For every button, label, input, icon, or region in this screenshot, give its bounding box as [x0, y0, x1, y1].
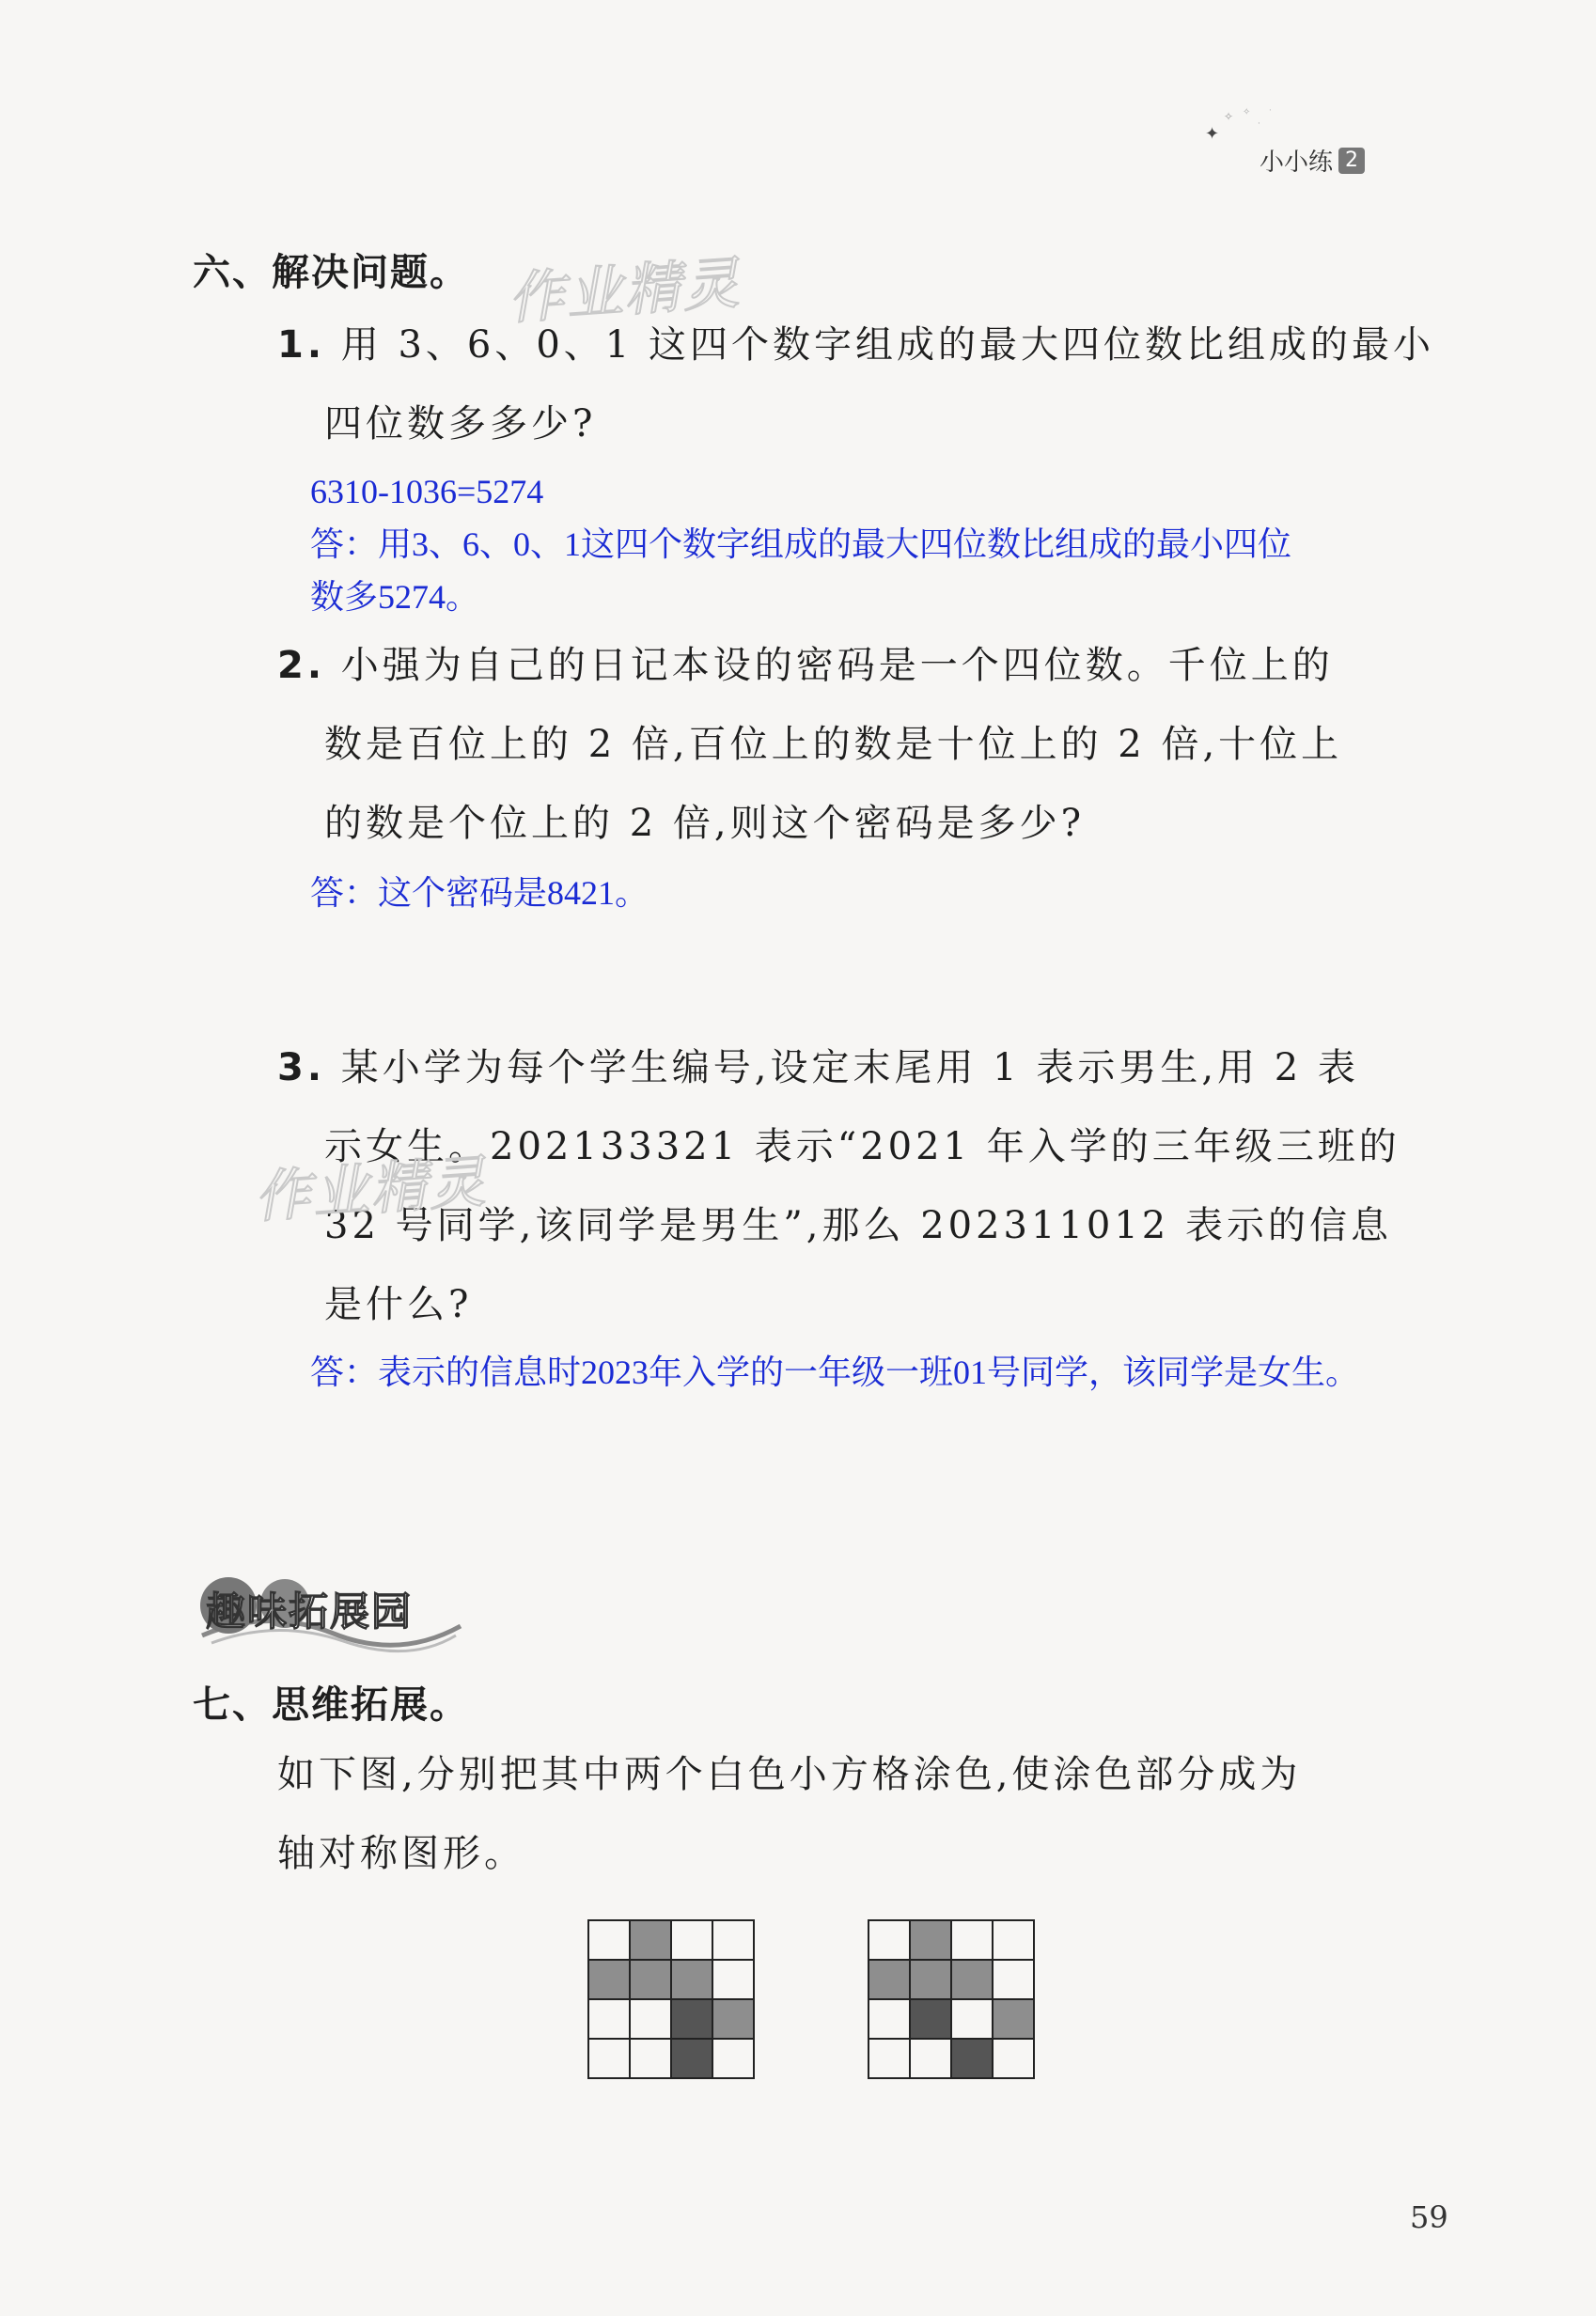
grid-row: [868, 1999, 1034, 2039]
grid-cell-shaded[interactable]: [993, 1999, 1034, 2039]
watermark: 作业精灵: [506, 250, 743, 333]
question-text: 是什么?: [324, 1283, 473, 1326]
grid-cell-white[interactable]: [671, 1920, 712, 1960]
grid-cell-white[interactable]: [993, 1960, 1034, 1999]
grid-cell-white[interactable]: [712, 1960, 754, 1999]
svg-text:✦: ✦: [1205, 124, 1220, 144]
answer-text: 答：表示的信息时2023年入学的一年级一班01号同学，该同学是女生。: [310, 1354, 1360, 1391]
section6-title: 六、解决问题。: [193, 251, 469, 294]
grid-cell-white[interactable]: [712, 1920, 754, 1960]
grid-row: [588, 1920, 754, 1960]
grid-cell-shaded[interactable]: [868, 1960, 910, 1999]
header-tag: [1260, 143, 1365, 178]
grid-cell-shaded[interactable]: [910, 1960, 951, 1999]
answer-text: 答：用3、6、0、1这四个数字组成的最大四位数比组成的最小四位: [310, 525, 1292, 563]
question-text: 的数是个位上的 2 倍,则这个密码是多少?: [324, 802, 1086, 845]
grid-cell-white[interactable]: [993, 2039, 1034, 2078]
svg-text:✧: ✧: [1224, 110, 1234, 123]
question-number: 1.: [277, 323, 326, 367]
question-text: 数是百位上的 2 倍,百位上的数是十位上的 2 倍,十位上: [324, 723, 1343, 766]
grid-cell-shaded[interactable]: [910, 1920, 951, 1960]
svg-text:·: ·: [1269, 106, 1272, 116]
answer-1: [310, 465, 1513, 623]
answer-calc: 6310-1036=5274: [310, 473, 544, 510]
grid-cell-white[interactable]: [951, 1999, 993, 2039]
grid-cell-white[interactable]: [630, 2039, 671, 2078]
section7-title: 七、思维拓展。: [193, 1683, 469, 1727]
grid-cell-white[interactable]: [993, 1920, 1034, 1960]
grid-cell-dark[interactable]: [671, 2039, 712, 2078]
symmetry-grid-1[interactable]: [587, 1919, 755, 2079]
question-text: 四位数多多少?: [324, 402, 597, 446]
grid-row: [868, 1920, 1034, 1960]
svg-text:·: ·: [1258, 119, 1260, 129]
grid-cell-white[interactable]: [712, 2039, 754, 2078]
grid-cell-white[interactable]: [588, 1999, 630, 2039]
question-text: 某小学为每个学生编号,设定末尾用 1 表示男生,用 2 表: [340, 1046, 1359, 1089]
grid-cell-white[interactable]: [630, 1999, 671, 2039]
grid-cell-white[interactable]: [588, 1920, 630, 1960]
question-text: 示女生。202133321 表示“2021 年入学的三年级三班的: [324, 1125, 1400, 1168]
fun-expansion-logo: [193, 1560, 465, 1658]
grid-row: [588, 1960, 754, 1999]
grid-cell-dark[interactable]: [951, 2039, 993, 2078]
grid-row: [868, 2039, 1034, 2078]
grid-cell-white[interactable]: [868, 2039, 910, 2078]
grid-cell-dark[interactable]: [910, 1999, 951, 2039]
header-badge: 2: [1338, 148, 1365, 174]
fun-logo-text: 趣味拓展园: [206, 1588, 414, 1635]
grid-cell-white[interactable]: [910, 2039, 951, 2078]
question-text: 小强为自己的日记本设的密码是一个四位数。千位上的: [340, 644, 1334, 687]
grid-row: [588, 2039, 754, 2078]
grid-cell-shaded[interactable]: [630, 1960, 671, 1999]
grid-cell-shaded[interactable]: [588, 1960, 630, 1999]
grid-cell-white[interactable]: [868, 1920, 910, 1960]
answer-text: 答：这个密码是8421。: [310, 874, 649, 912]
grid-cell-dark[interactable]: [671, 1999, 712, 2039]
grid-cell-white[interactable]: [951, 1920, 993, 1960]
page-number: 59: [1410, 2199, 1448, 2235]
grid-row: [868, 1960, 1034, 1999]
grid-row: [588, 1999, 754, 2039]
question-text: 用 3、6、0、1 这四个数字组成的最大四位数比组成的最小: [340, 323, 1434, 367]
symmetry-grid-2[interactable]: [868, 1919, 1035, 2079]
grid-cell-shaded[interactable]: [712, 1999, 754, 2039]
question-number: 2.: [277, 644, 326, 687]
watermark: 作业精灵: [252, 1149, 490, 1231]
stars-decoration-icon: [1203, 102, 1288, 149]
answer-3: [310, 1346, 1532, 1399]
grid-cell-shaded[interactable]: [630, 1920, 671, 1960]
grid-cell-white[interactable]: [588, 2039, 630, 2078]
answer-text: 数多5274。: [310, 578, 480, 616]
prompt-text: 轴对称图形。: [277, 1832, 525, 1875]
header-label: 小小练: [1260, 149, 1334, 177]
question-number: 3.: [277, 1046, 326, 1089]
question-2: [277, 626, 1443, 863]
grid-cell-shaded[interactable]: [951, 1960, 993, 1999]
answer-2: [310, 867, 1513, 919]
grid-cell-white[interactable]: [868, 1999, 910, 2039]
question-1: [277, 305, 1443, 463]
section7-prompt: [277, 1735, 1443, 1893]
grid-cell-shaded[interactable]: [671, 1960, 712, 1999]
prompt-text: 如下图,分别把其中两个白色小方格涂色,使涂色部分成为: [277, 1753, 1302, 1796]
question-text: 32 号同学,该同学是男生”,那么 202311012 表示的信息: [324, 1204, 1392, 1247]
svg-text:✧: ✧: [1243, 107, 1251, 117]
